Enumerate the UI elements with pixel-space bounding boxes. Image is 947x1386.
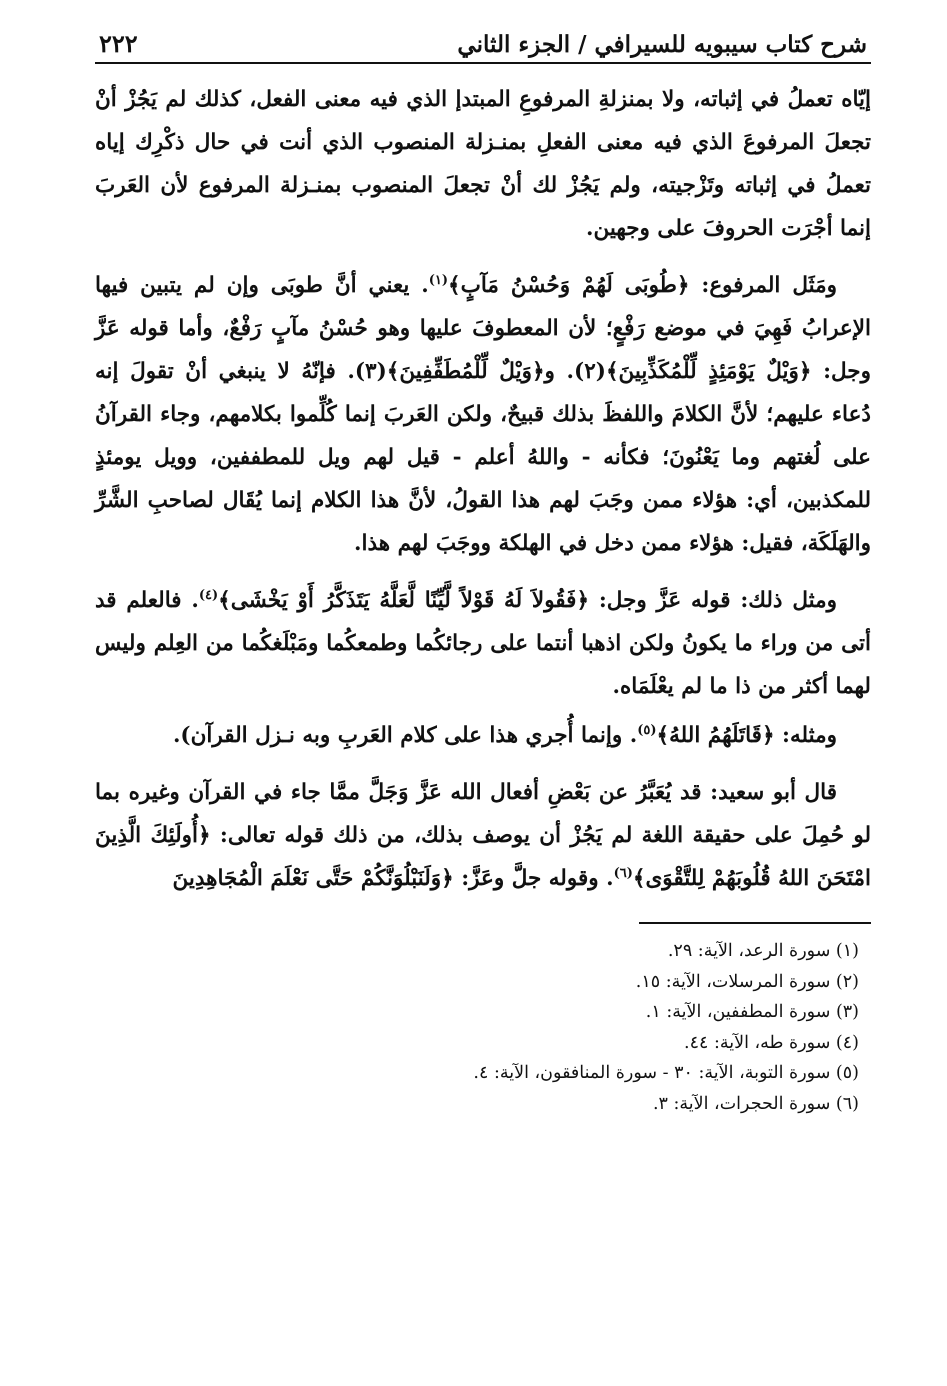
footnote-ref: (٦) [613, 865, 633, 881]
footnote-divider [639, 922, 871, 924]
paragraph-text: إيّاه تعملُ في إثباته، ولا بمنزلةِ المرفوعِ المبتدإ الذي فيه معنى الفعل، كذلك لم يَجُزْ أنْ تجعلَ المرفوعَ الذي فيه معنى الفعلِ بمنـزلة المنصوب الذي أنت في حال ذكْرِك إياه تعملُ في إثباته وتَزْجيته، ولم يَجُزْ لك أنْ تجعلَ المنصوب بمنـزلة المرفوع لأن العَربَ إنما أجْرَت الحروفَ على وجهين. [95, 87, 871, 241]
paragraph-1 [95, 78, 871, 250]
paragraph-3 [95, 579, 871, 708]
footnote-3: (٣) سورة المطففين، الآية: ١. [645, 1002, 859, 1022]
paragraph-text: ومثل ذلك: قوله عَزَّ وجل: ﴿فَقُولاَ لَهُ قَوْلاً لَّيِّنًا لَّعَلَّهُ يَتَذَكَّرُ أَوْ يَخْشَى﴾ [218, 588, 837, 613]
footnote-4: (٤) سورة طه، الآية: ٤٤. [684, 1032, 859, 1053]
paragraph-5 [95, 771, 871, 900]
paragraph-text: ومثله: ﴿قَاتَلَهُمُ اللهُ﴾ [656, 723, 837, 748]
paragraph-text: ومَثَل المرفوع: ﴿طُوبَى لَهُمْ وَحُسْنُ مَآبٍ﴾ [448, 273, 837, 298]
footnote-ref: (٤) [198, 587, 219, 603]
footnote-1: (١) سورة الرعد، الآية: ٢٩. [667, 941, 859, 961]
paragraph-2 [95, 264, 871, 565]
book-page [95, 18, 871, 1119]
footnote-2: (٢) سورة المرسلات، الآية: ١٥. [635, 971, 859, 992]
paragraph-text-tail: . فالعلم قد أتى من وراء ما يكونُ ولكن اذهبا أنتما على رجائكُما وطمعكُما ومَبْلَغكُما من العِلم وليس لهما أكثر من ذا ما لم يعْلَمَاه. [95, 588, 871, 699]
page-number: ٢٢٢ [99, 29, 138, 58]
paragraph-4 [95, 714, 871, 757]
paragraph-text-tail: . وإنما أُجري هذا على كلام العَربِ وبه نـزل القرآن). [172, 723, 638, 748]
paragraph-text: قال أبو سعيد: قد يُعَبَّرُ عن بَعْضِ أفعال الله عَزَّ وَجَلَّ ممَّا جاء في القرآن وغيره بما لو حُمِلَ على حقيقة اللغة لم يَجُزْ أن يوصف بذلك، من ذلك قوله تعالى: ﴿أُولَئِكَ الَّذِينَ امْتَحَنَ اللهُ قُلُوبَهُمْ لِلتَّقْوَى﴾ [95, 780, 871, 891]
main-text [95, 78, 871, 900]
footnotes [95, 936, 871, 1119]
footnote-ref: (١) [428, 272, 449, 288]
running-title: شرح كتاب سيبويه للسيرافي / الجزء الثاني [457, 31, 867, 58]
paragraph-text-tail: . يعني أنَّ طوبَى وإن لم يتبين فيها الإعرابُ فَهِيَ في موضع رَفْعٍ؛ لأن المعطوفَ عليها وهو حُسْنُ مآبٍ رَفْعٌ، وأما قوله عَزَّ وجل: ﴿وَيْلٌ يَوْمَئِذٍ لِّلْمُكَذِّبِينَ﴾(٢). و﴿وَيْلٌ لِّلْمُطَفِّفِينَ﴾(٣). فإنّهُ لا ينبغي أنْ تقولَ إنه دُعاء عليهم؛ لأنَّ الكلامَ واللفظَ بذلك قبيحٌ، ولكن العَربَ إنما كُلِّموا بكلامهم، وجاء القرآنُ على لُغتهم وما يَعْنُونَ؛ فكأنه - واللهُ أعلم - قيل لهم ويل للمطففين، وويل يومئذٍ للمكذبين، أي: هؤلاء ممن وجَبَ لهم هذا القولُ، لأنَّ هذا الكلام إنما يُقَال لصاحبِ الشَّرِّ والهَلَكَة، فقيل: هؤلاء ممن دخل في الهلكة ووجَبَ لهم هذا. [95, 273, 871, 556]
footnote-6: (٦) سورة الحجرات، الآية: ٣. [652, 1093, 859, 1114]
footnote-ref: (٥) [637, 722, 657, 738]
footnote-5: (٥) سورة التوبة، الآية: ٣٠ - سورة المنافقون، الآية: ٤. [473, 1063, 859, 1083]
page-header [95, 18, 871, 64]
paragraph-text-tail: . وقوله جلَّ وعَزَّ: ﴿وَلَنَبْلُوَنَّكُمْ حَتَّى نَعْلَمَ الْمُجَاهِدِينَ [172, 866, 614, 891]
